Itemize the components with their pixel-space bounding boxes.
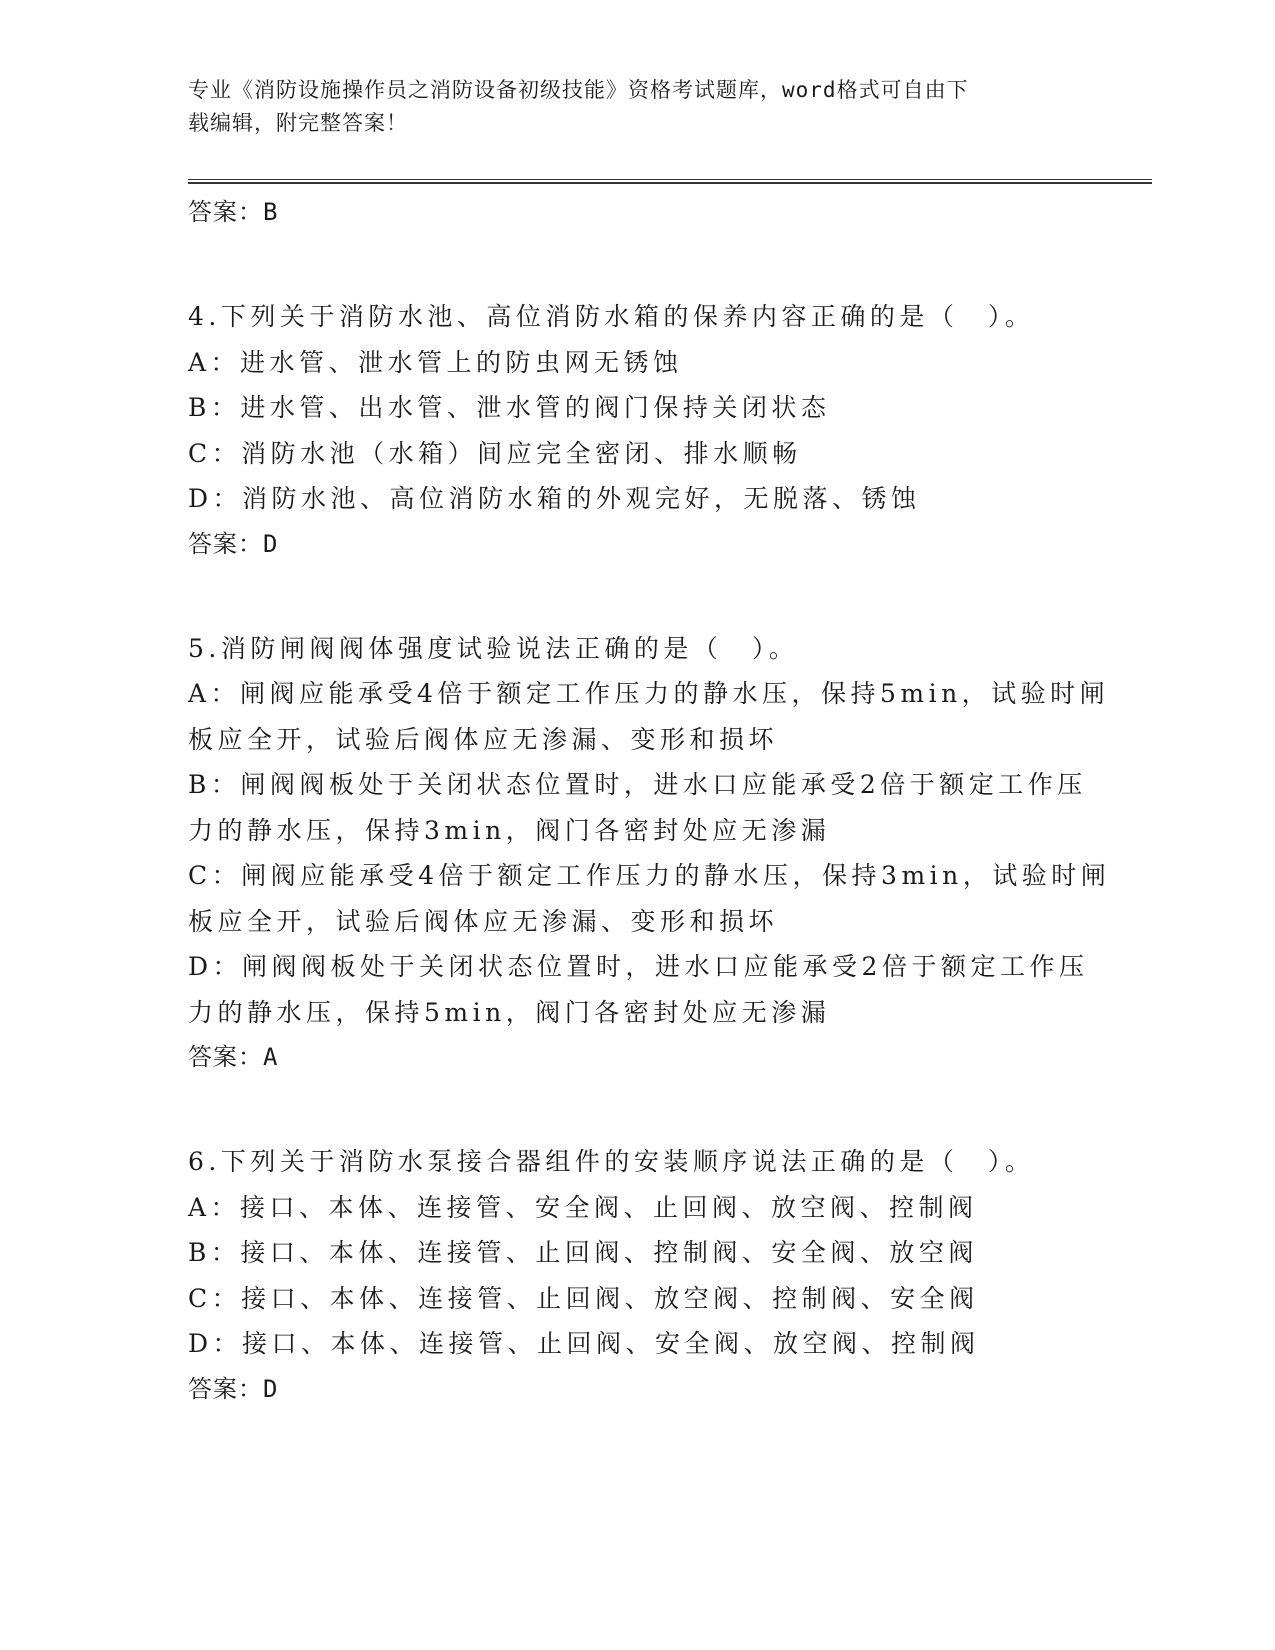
- option-d: D：闸阀阀板处于关闭状态位置时，进水口应能承受2倍于额定工作压: [188, 952, 1089, 981]
- answer-label: 答案：A: [188, 1043, 279, 1071]
- question-stem: 5.消防闸阀阀体强度试验说法正确的是（ ）。: [188, 633, 799, 663]
- spacer: [188, 1079, 1088, 1139]
- option-a-continued: 板应全开，试验后阀体应无渗漏、变形和损坏: [188, 724, 779, 754]
- header-divider-thick: [188, 182, 1152, 184]
- answer-label: 答案：D: [188, 1374, 279, 1403]
- option-b: B：进水管、出水管、泄水管的阀门保持关闭状态: [188, 393, 831, 422]
- question-stem: 6.下列关于消防水泵接合器组件的安装顺序说法正确的是（ ）。: [188, 1147, 1035, 1176]
- spacer: [188, 566, 1088, 626]
- option-d-continued: 力的静水压，保持5min，阀门各密封处应无渗漏: [188, 997, 831, 1027]
- option-d: D：消防水池、高位消防水箱的外观完好，无脱落、锈蚀: [188, 484, 921, 513]
- option-c: C：接口、本体、连接管、止回阀、放空阀、控制阀、安全阀: [188, 1283, 979, 1313]
- option-a: A：接口、本体、连接管、安全阀、止回阀、放空阀、控制阀: [188, 1192, 978, 1222]
- header-divider-thin: [188, 179, 1152, 180]
- question-list: [188, 190, 1111, 1411]
- option-a: A：进水管、泄水管上的防虫网无锈蚀: [188, 347, 683, 377]
- header-line-2: 载编辑，附完整答案！: [188, 111, 408, 135]
- option-a: A：闸阀应能承受4倍于额定工作压力的静水压，保持5min，试验时闸: [188, 679, 1110, 708]
- option-c: C：闸阀应能承受4倍于额定工作压力的静水压，保持3min，试验时闸: [188, 861, 1111, 890]
- answer-label: 答案：D: [188, 529, 279, 558]
- option-b: B：闸阀阀板处于关闭状态位置时，进水口应能承受2倍于额定工作压: [188, 770, 1087, 799]
- question-5: [188, 626, 1111, 1080]
- option-c: C：消防水池（水箱）间应完全密闭、排水顺畅: [188, 438, 802, 468]
- option-d: D：接口、本体、连接管、止回阀、安全阀、放空阀、控制阀: [188, 1329, 980, 1358]
- answer-label: 答案：B: [188, 198, 279, 226]
- question-stem: 4.下列关于消防水池、高位消防水箱的保养内容正确的是（ ）。: [188, 302, 1035, 331]
- option-b: B：接口、本体、连接管、止回阀、控制阀、安全阀、放空阀: [188, 1238, 978, 1267]
- question-6: [188, 1139, 1088, 1411]
- header-line-1: 专业《消防设施操作员之消防设备初级技能》资格考试题库，word格式可自由下: [188, 78, 969, 102]
- question-4: [188, 294, 1088, 566]
- option-b-continued: 力的静水压，保持3min，阀门各密封处应无渗漏: [188, 815, 831, 845]
- page-header: [188, 74, 1088, 140]
- spacer: [188, 234, 1088, 294]
- option-c-continued: 板应全开，试验后阀体应无渗漏、变形和损坏: [188, 906, 779, 936]
